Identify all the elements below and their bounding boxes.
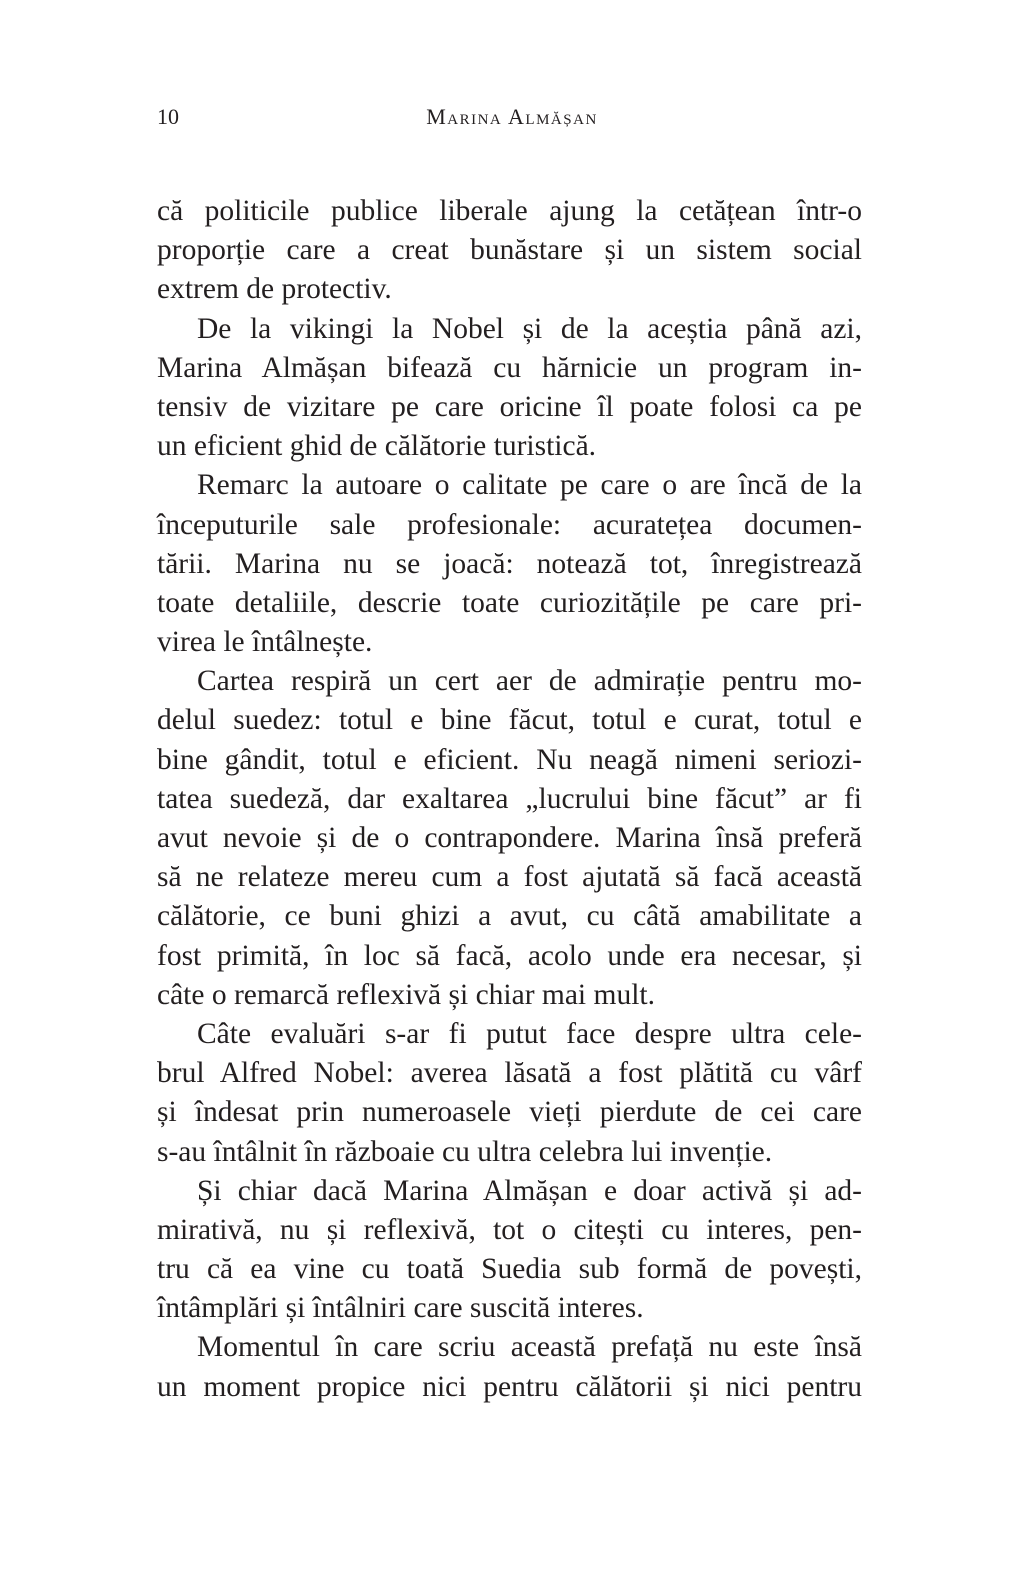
paragraph	[157, 466, 862, 662]
paragraph	[157, 662, 862, 1015]
text-line: să ne relateze mereu cum a fost ajutată să facă această	[157, 861, 862, 894]
text-line: proporție care a creat bunăstare și un sistem social	[157, 234, 862, 267]
paragraph	[157, 310, 862, 467]
text-line: începuturile sale profesionale: acuratețea documen-	[157, 508, 862, 541]
text-line: De la vikingi la Nobel și de la aceștia până azi,	[197, 312, 862, 345]
text-line: Remarc la autoare o calitate pe care o are încă de la	[197, 469, 862, 502]
text-line: Câte evaluări s-ar fi putut face despre ultra cele-	[197, 1017, 862, 1050]
text-line: Momentul în care scriu această prefață nu este însă	[197, 1331, 862, 1364]
paragraph	[157, 1328, 862, 1406]
text-line: s-au întâlnit în războaie cu ultra celebra lui invenție.	[157, 1135, 773, 1168]
text-line: un eficient ghid de călătorie turistică.	[157, 430, 597, 463]
text-line: că politicile publice liberale ajung la cetățean într-o	[157, 195, 862, 227]
text-line: tensiv de vizitare pe care oricine îl poate folosi ca pe	[157, 390, 862, 423]
text-line: călătorie, ce buni ghizi a avut, cu câtă amabilitate a	[157, 900, 862, 933]
text-line: tru că ea vine cu toată Suedia sub formă de povești,	[157, 1253, 862, 1286]
running-title: Marina Almășan	[426, 104, 598, 129]
text-line: avut nevoie și de o contrapondere. Marina însă preferă	[157, 822, 862, 854]
text-line: virea le întâlnește.	[157, 626, 373, 659]
text-line: întâmplări și întâlniri care suscită interes.	[157, 1292, 644, 1325]
page-number: 10	[157, 104, 179, 129]
body-text	[157, 192, 862, 1407]
text-line: tării. Marina nu se joacă: notează tot, înregistrează	[157, 547, 862, 580]
text-line: delul suedez: totul e bine făcut, totul e curat, totul e	[157, 704, 862, 737]
paragraph	[157, 192, 862, 310]
paragraph	[157, 1172, 862, 1329]
text-line: Marina Almășan bifează cu hărnicie un program in-	[157, 351, 862, 384]
text-line: câte o remarcă reflexivă și chiar mai mult.	[157, 978, 655, 1011]
text-line: fost primită, în loc să facă, acolo unde era necesar, și	[157, 939, 862, 972]
text-line: toate detaliile, descrie toate curiozitățile pe care pri-	[157, 586, 862, 619]
text-line: Și chiar dacă Marina Almășan e doar activă și ad-	[197, 1174, 862, 1207]
text-line: tatea suedeză, dar exaltarea „lucrului bine făcut” ar fi	[157, 782, 862, 815]
text-line: extrem de protectiv.	[157, 273, 392, 306]
text-line: un moment propice nici pentru călătorii și nici pentru	[157, 1370, 862, 1403]
text-line: bine gândit, totul e eficient. Nu neagă nimeni seriozi-	[157, 743, 862, 776]
text-line: și îndesat prin numeroasele vieți pierdute de cei care	[157, 1096, 862, 1129]
text-line: brul Alfred Nobel: averea lăsată a fost plătită cu vârf	[157, 1057, 862, 1090]
paragraph	[157, 1015, 862, 1172]
text-line: mirativă, nu și reflexivă, tot o citești cu interes, pen-	[157, 1213, 862, 1246]
text-line: Cartea respiră un cert aer de admirație pentru mo-	[197, 665, 862, 698]
